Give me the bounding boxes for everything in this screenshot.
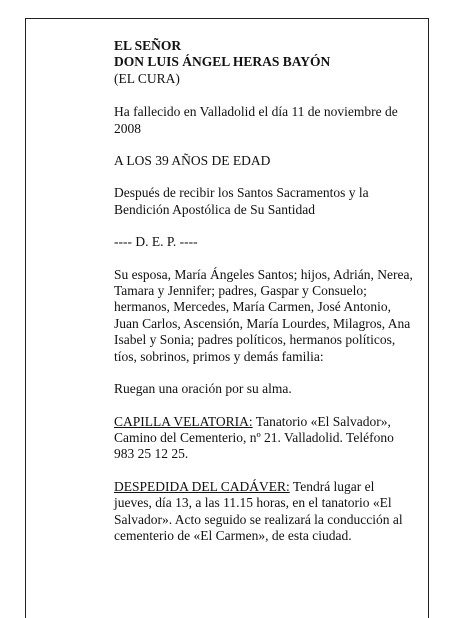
nickname: (EL CURA) [114, 70, 180, 86]
chapel-label: CAPILLA VELATORIA: [114, 413, 253, 429]
chapel-info [114, 414, 414, 463]
deceased-name: DON LUIS ÁNGEL HERAS BAYÓN [114, 54, 331, 70]
death-statement: Ha fallecido en Valladolid el día 11 de noviembre de 2008 [114, 104, 398, 136]
chapel-text: Tanatorio «El Salvador», Camino del Cementerio, nº 21. Valladolid. Teléfono 983 25 12 25. [114, 413, 394, 462]
obituary-notice [114, 38, 414, 560]
sacraments-statement: Después de recibir los Santos Sacramentos y la Bendición Apostólica de Su Santidad [114, 185, 369, 217]
farewell-label: DESPEDIDA DEL CADÁVER: [114, 478, 290, 494]
title-line-1: EL SEÑOR [114, 38, 182, 53]
prayer-request: Ruegan una oración por su alma. [114, 381, 292, 397]
rip-line: ---- D. E. P. ---- [114, 234, 198, 250]
farewell-text: Tendrá lugar el jueves, día 13, a las 11.15 horas, en el tanatorio «El Salvador». Acto seguido se realizará la conducción al cementerio de «El Carmen», de esta ciudad. [114, 478, 403, 543]
age-statement: A LOS 39 AÑOS DE EDAD [114, 153, 271, 169]
farewell-info [114, 479, 414, 545]
family-list: Su esposa, María Ángeles Santos; hijos, Adrián, Nerea, Tamara y Jennifer; padres, Gaspar y Consuelo; hermanos, Mercedes, María Carmen, José Antonio, Juan Carlos, Ascensión, María Lourdes, Milagros, Ana Isabel y Sonia; padres políticos, hermanos políticos, tíos, sobrinos, primos y demás familia: [114, 266, 413, 364]
notice-heading [114, 38, 414, 87]
